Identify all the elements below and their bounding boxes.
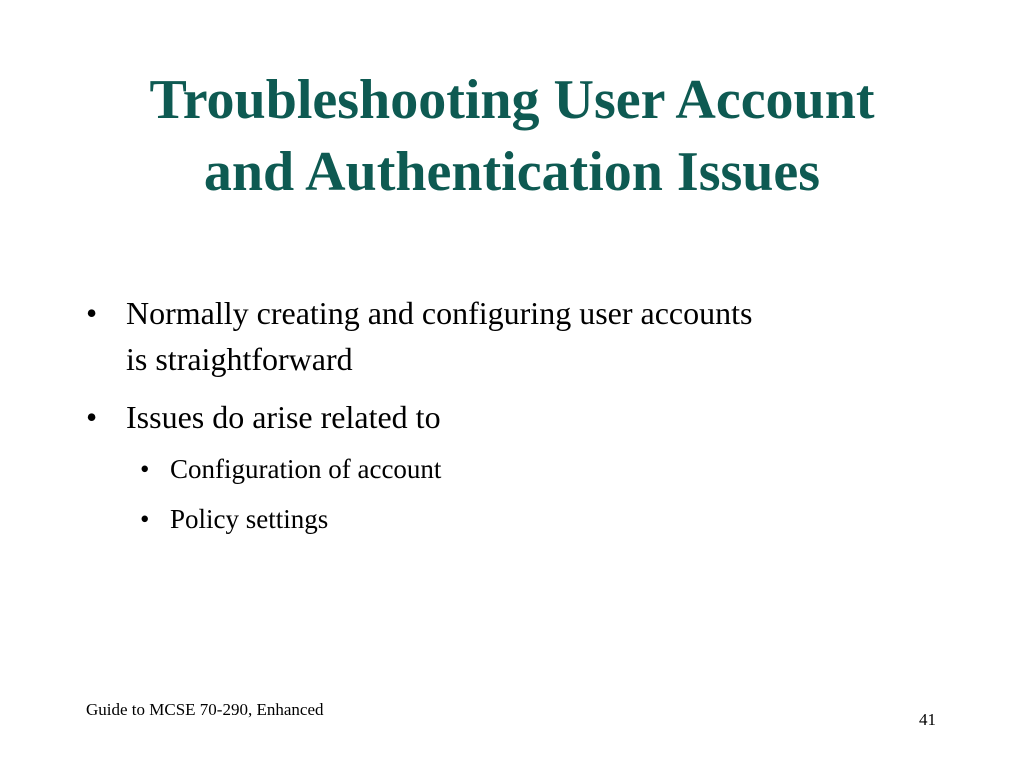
bullet-item-2 [86, 394, 946, 440]
sub-bullet-list [140, 450, 1000, 550]
bullet-item-1-line-2: is straightforward [126, 341, 353, 377]
bullet-item-1 [86, 290, 946, 382]
slide-title-line-1: Troubleshooting User Account [149, 69, 875, 131]
sub-bullet-icon: • [140, 504, 150, 534]
bullet-list [86, 290, 946, 452]
footer-text: Guide to MCSE 70-290, Enhanced [86, 700, 324, 719]
bullet-item-2-text: Issues do arise related to [126, 399, 441, 435]
sub-bullet-icon: • [140, 454, 150, 484]
slide-title [40, 64, 984, 208]
bullet-item-1-line-1: Normally creating and configuring user accounts [126, 295, 753, 331]
bullet-icon: • [86, 399, 98, 435]
slide-title-line-2: and Authentication Issues [203, 141, 821, 203]
page-number: 41 [919, 710, 936, 729]
sub-bullet-item-1-text: Configuration of account [170, 454, 442, 484]
sub-bullet-item-1 [140, 450, 1000, 488]
bullet-icon: • [86, 295, 98, 331]
sub-bullet-item-2-text: Policy settings [170, 504, 329, 534]
sub-bullet-item-2 [140, 500, 1000, 538]
